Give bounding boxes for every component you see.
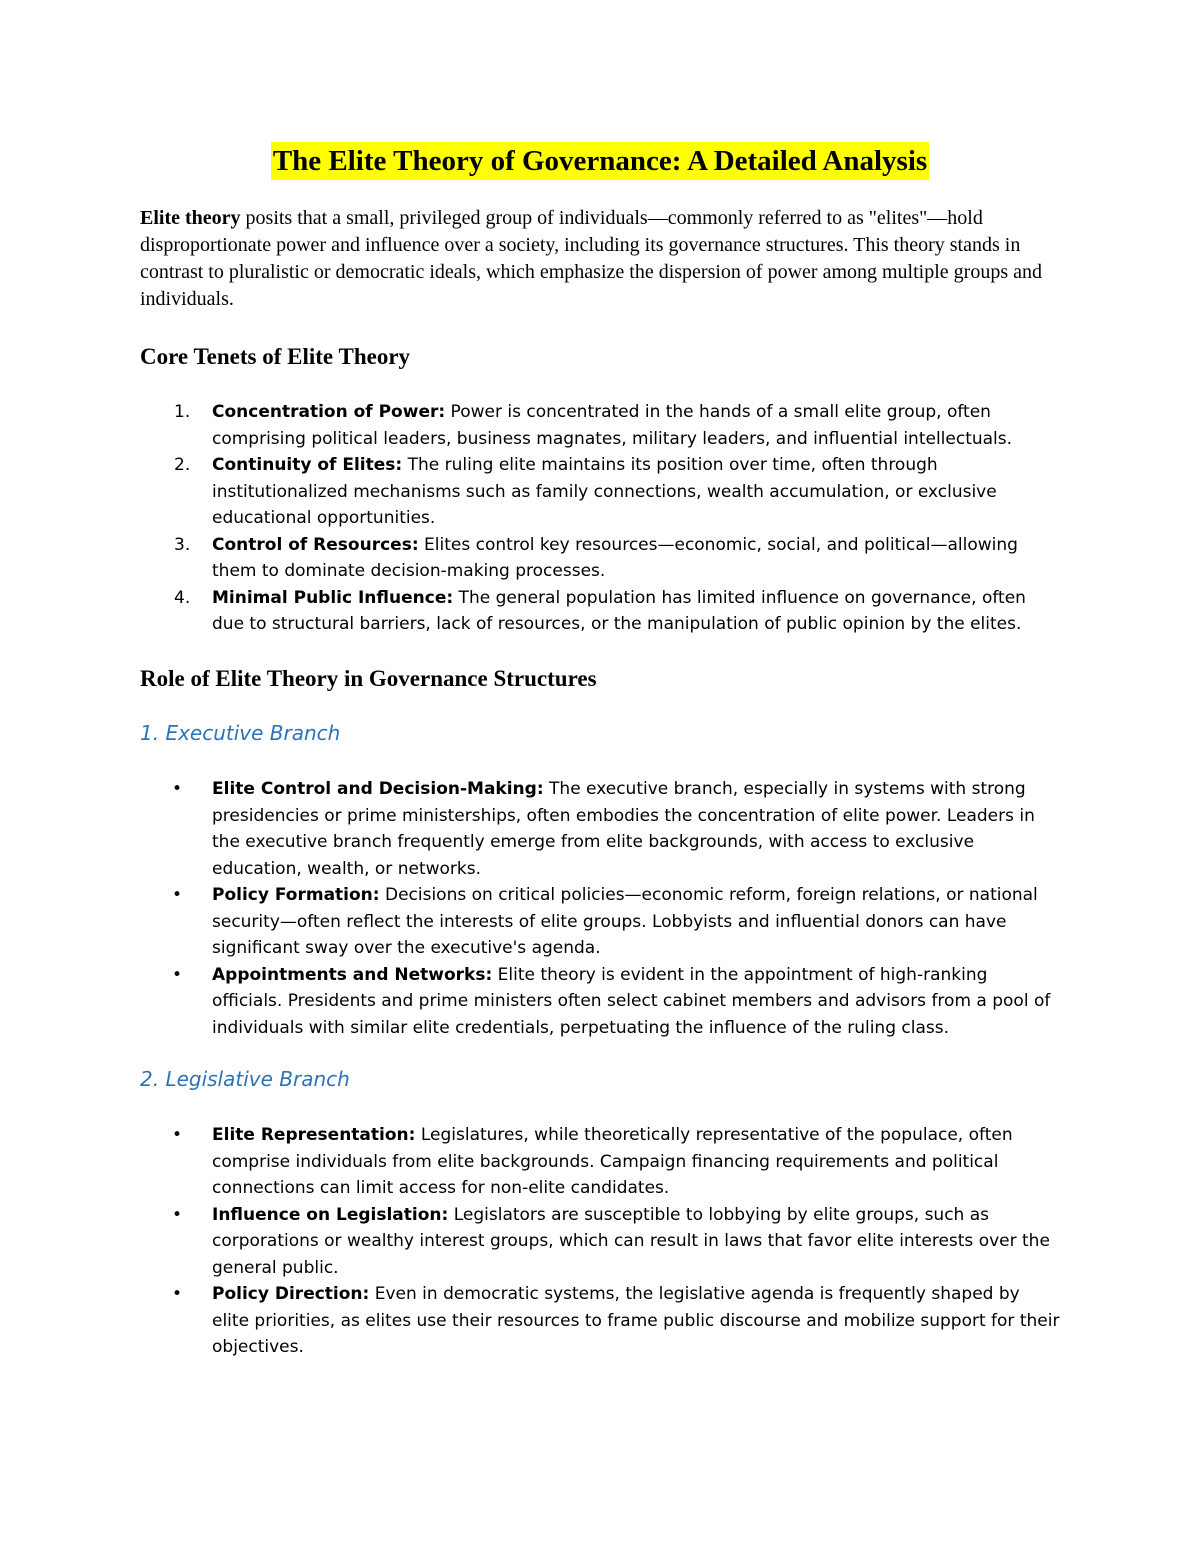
list-item — [140, 452, 1060, 532]
item-term: Influence on Legislation: — [212, 1204, 449, 1225]
item-text: Even in democratic systems, the legislative agenda is frequently shaped by elite priorities, as elites use their resources to frame public discourse and mobilize support for their objectives. — [212, 1284, 1060, 1357]
tenet-term: Minimal Public Influence: — [212, 587, 454, 608]
tenet-term: Control of Resources: — [212, 534, 419, 555]
list-number: 3. — [174, 534, 191, 555]
list-number: 2. — [174, 455, 191, 475]
bullet-icon: • — [172, 1204, 183, 1225]
tenet-text: The ruling elite maintains its position over time, often through institutionalized mechanisms such as family connections, wealth accumulation, or exclusive educational opportunities. — [212, 455, 997, 528]
list-item — [140, 1122, 1060, 1202]
item-text: Legislators are susceptible to lobbying by elite groups, such as corporations or wealthy interest groups, which can result in laws that favor elite interests over the general public. — [212, 1204, 1050, 1278]
item-term: Policy Direction: — [212, 1284, 370, 1304]
legislative-branch-list — [140, 1122, 1060, 1361]
list-item — [140, 532, 1060, 585]
executive-branch-list — [140, 776, 1060, 1041]
core-tenets-heading: Core Tenets of Elite Theory — [140, 344, 411, 369]
bullet-icon: • — [172, 779, 183, 799]
title-container — [0, 142, 1200, 180]
item-text: Decisions on critical policies—economic reform, foreign relations, or national security—often reflect the interests of elite groups. Lobbyists and influential donors can have significant sway over the executive's agenda. — [212, 885, 1038, 958]
executive-branch-heading: 1. Executive Branch — [140, 721, 341, 745]
tenet-text: The general population has limited influence on governance, often due to structural barriers, lack of resources, or the manipulation of public opinion by the elites. — [212, 587, 1026, 634]
tenet-term: Concentration of Power: — [212, 402, 446, 422]
legislative-branch-heading: 2. Legislative Branch — [140, 1067, 350, 1091]
bullet-icon: • — [172, 1125, 183, 1145]
item-text: Legislatures, while theoretically representative of the populace, often comprise individuals from elite backgrounds. Campaign financing requirements and political connections can limit access for non-elite candidates. — [212, 1125, 1013, 1198]
list-item — [140, 882, 1060, 962]
tenet-text: Elites control key resources—economic, social, and political—allowing them to dominate decision-making processes. — [212, 534, 1018, 581]
intro-paragraph — [140, 205, 1060, 313]
tenet-term: Continuity of Elites: — [212, 455, 403, 475]
list-item — [140, 399, 1060, 452]
bullet-icon: • — [172, 1284, 183, 1304]
bullet-icon: • — [172, 885, 183, 905]
list-number: 4. — [174, 587, 191, 608]
list-item — [140, 585, 1060, 638]
document-title: The Elite Theory of Governance: A Detailed Analysis — [271, 142, 929, 180]
item-term: Policy Formation: — [212, 885, 380, 905]
item-term: Elite Representation: — [212, 1125, 416, 1145]
tenet-text: Power is concentrated in the hands of a small elite group, often comprising political leaders, business magnates, military leaders, and influential intellectuals. — [212, 402, 1013, 449]
list-item — [140, 1281, 1060, 1361]
intro-text: posits that a small, privileged group of individuals—commonly referred to as "elites"—hold disproportionate power and influence over a society, including its governance structures. This theory stands in contrast to pluralistic or democratic ideals, which emphasize the dispersion of power among multiple groups and individuals. — [140, 207, 1042, 310]
list-item — [140, 776, 1060, 882]
list-item — [140, 962, 1060, 1042]
list-number: 1. — [174, 402, 191, 422]
item-term: Appointments and Networks: — [212, 964, 493, 985]
role-heading: Role of Elite Theory in Governance Structures — [140, 666, 597, 691]
item-text: Elite theory is evident in the appointment of high-ranking officials. Presidents and prime ministers often select cabinet members and advisors from a pool of individuals with similar elite credentials, perpetuating the influence of the ruling class. — [212, 964, 1051, 1038]
core-tenets-list — [140, 399, 1060, 638]
item-text: The executive branch, especially in systems with strong presidencies or prime ministerships, often embodies the concentration of elite power. Leaders in the executive branch frequently emerge from elite backgrounds, with access to exclusive education, wealth, or networks. — [212, 779, 1035, 879]
intro-lead-term: Elite theory — [140, 207, 241, 229]
list-item — [140, 1202, 1060, 1282]
bullet-icon: • — [172, 964, 183, 985]
item-term: Elite Control and Decision-Making: — [212, 779, 544, 799]
